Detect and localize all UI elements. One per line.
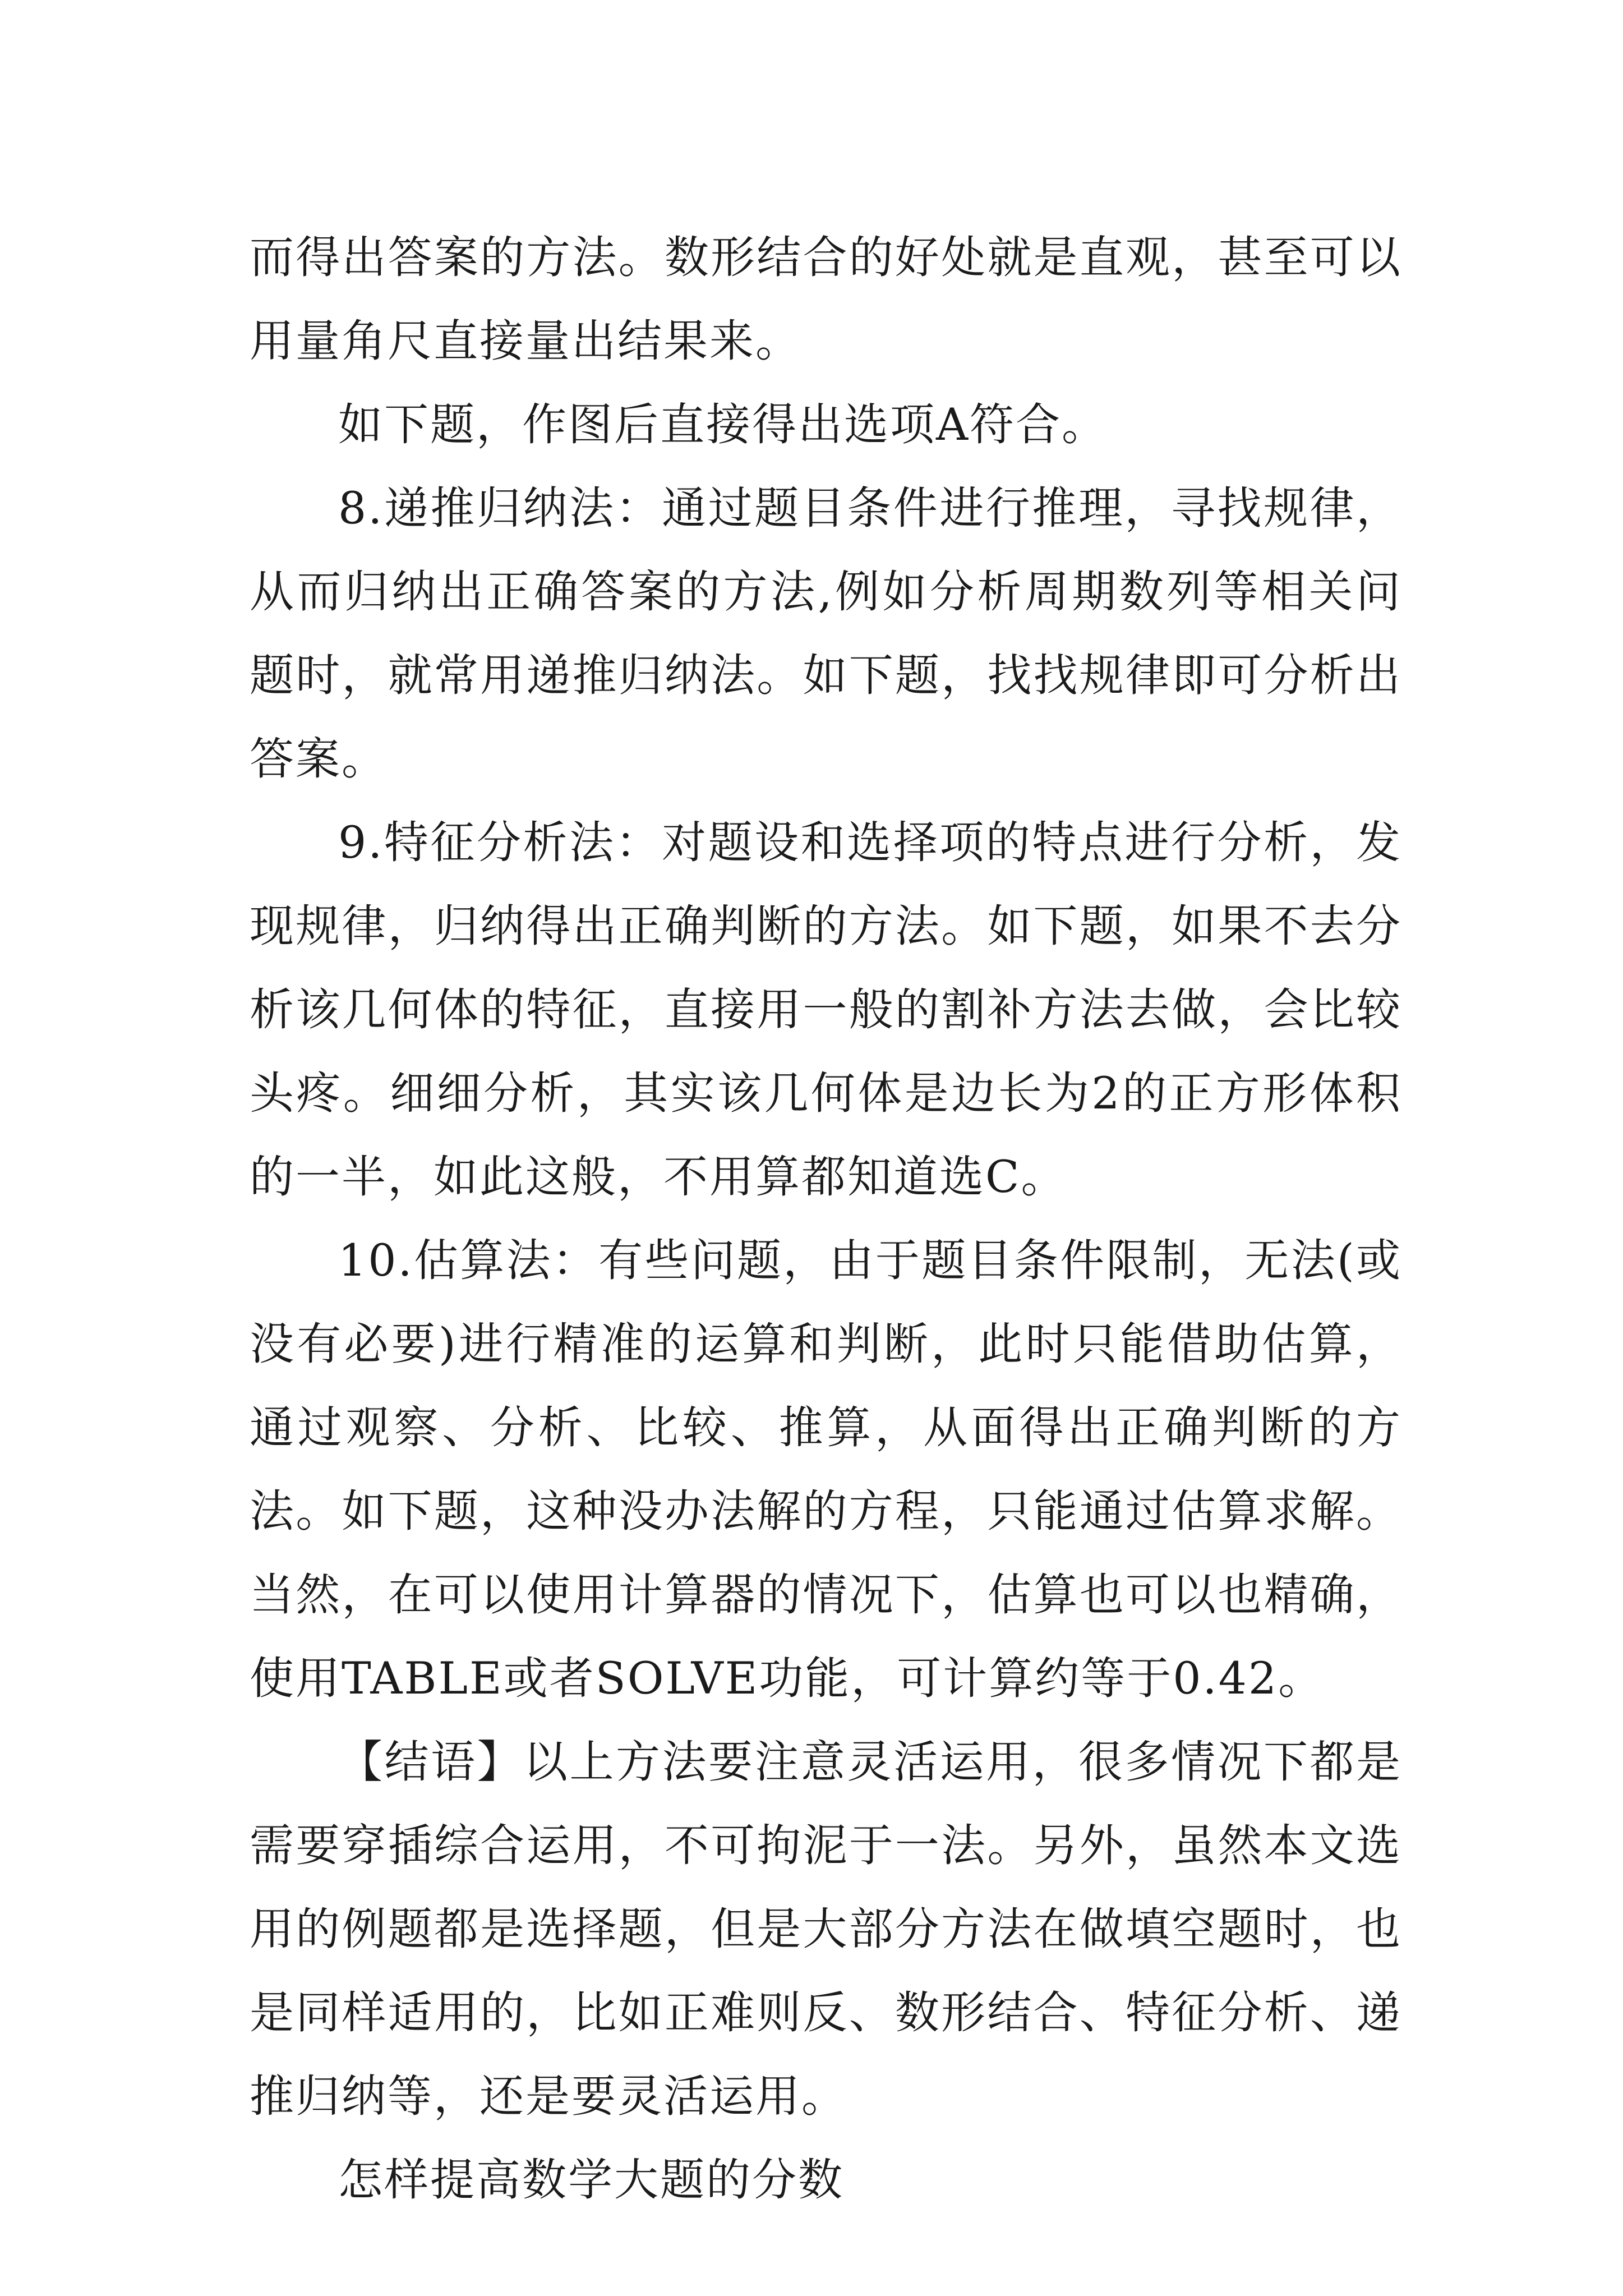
paragraph-method-9: 9.特征分析法：对题设和选择项的特点进行分析，发现规律，归纳得出正确判断的方法。如下题，如果不去分析该几何体的特征，直接用一般的割补方法去做，会比较头疼。细细分析，其实该几何体是边长为2的正方形体积的一半，如此这般，不用算都知道选C。 [250,817,1402,1203]
body-text [250,216,1402,2222]
paragraph-conclusion: 【结语】以上方法要注意灵活运用，很多情况下都是需要穿插综合运用，不可拘泥于一法。另外，虽然本文选用的例题都是选择题，但是大部分方法在做填空题时，也是同样适用的，比如正难则反、数形结合、特征分析、递推归纳等，还是要灵活运用。 [250,1736,1402,2122]
paragraph-method-8: 8.递推归纳法：通过题目条件进行推理，寻找规律，从而归纳出正确答案的方法,例如分析周期数列等相关问题时，就常用递推归纳法。如下题，找找规律即可分析出答案。 [250,482,1402,785]
paragraph-example-a: 如下题，作图后直接得出选项A符合。 [338,399,1108,450]
paragraph-continuation: 而得出答案的方法。数形结合的好处就是直观，甚至可以用量角尺直接量出结果来。 [250,232,1402,367]
paragraph-method-10: 10.估算法：有些问题，由于题目条件限制，无法(或没有必要)进行精准的运算和判断，此时只能借助估算，通过观察、分析、比较、推算，从面得出正确判断的方法。如下题，这种没办法解的方程，只能通过估算求解。当然，在可以使用计算器的情况下，估算也可以也精确，使用TABLE或者SOLVE功能，可计算约等于0.42。 [250,1235,1402,1704]
section-heading: 怎样提高数学大题的分数 [338,2154,844,2206]
